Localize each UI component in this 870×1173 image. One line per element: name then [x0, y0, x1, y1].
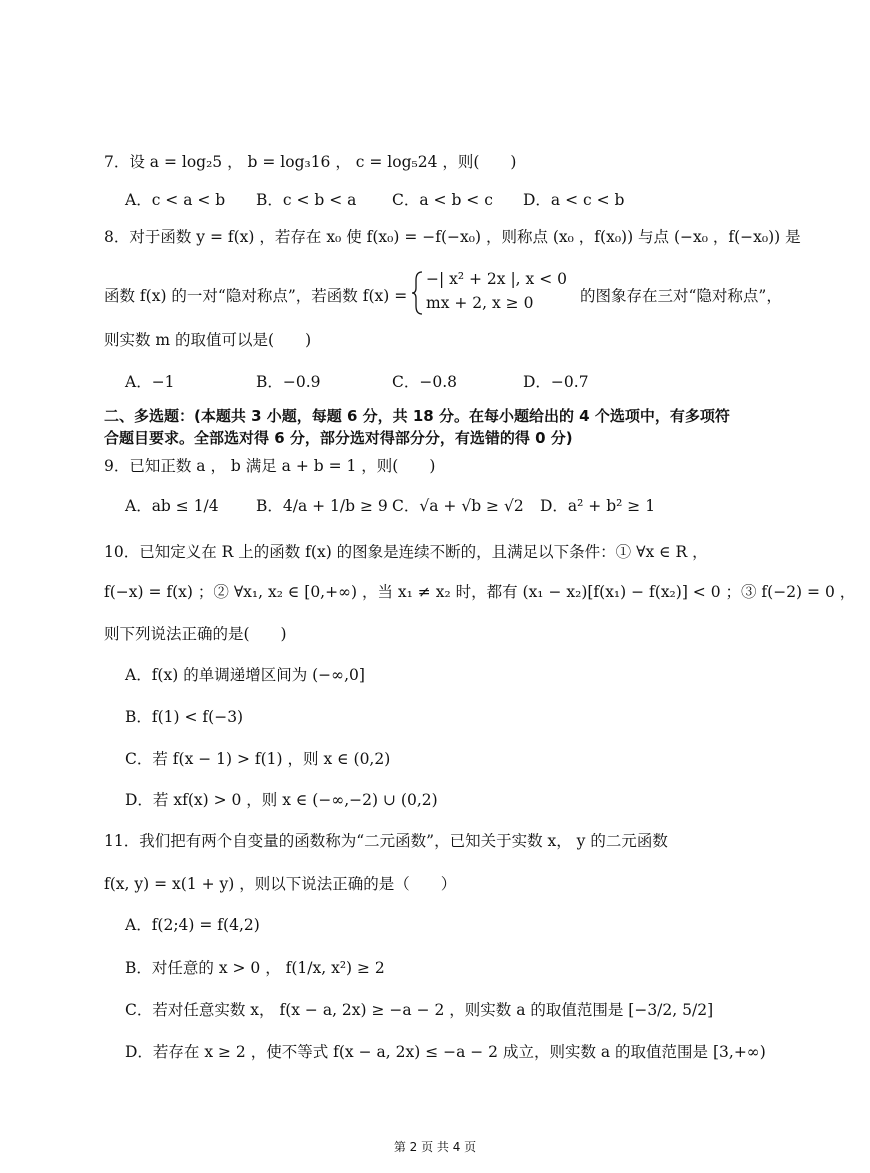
q9-option-c: C．√a + √b ≥ √2	[392, 497, 524, 515]
q9-stem: 9．已知正数 a ， b 满足 a + b = 1 ，则( )	[104, 457, 436, 475]
q7-stem: 7．设 a = log₂5 ， b = log₃16 ， c = log₅24 ，则( )	[104, 153, 517, 171]
q10-option-b: B．f(1) < f(−3)	[125, 708, 244, 726]
q8-option-d: D．−0.7	[523, 373, 589, 391]
q9-option-a: A．ab ≤ 1/4	[125, 497, 219, 515]
q7-option-b: B．c < b < a	[256, 191, 357, 209]
q9-option-d: D．a² + b² ≥ 1	[540, 497, 656, 515]
q10-line3: 则下列说法正确的是( )	[104, 625, 287, 643]
page-footer: 第 2 页 共 4 页	[393, 1140, 477, 1154]
q10-option-a: A．f(x) 的单调递增区间为 (−∞,0]	[125, 666, 365, 684]
q8-line1: 8．对于函数 y = f(x) ，若存在 x₀ 使 f(x₀) = −f(−x₀) ，则称点 (x₀ ，f(x₀)) 与点 (−x₀ ，f(−x₀)) 是	[104, 228, 801, 246]
section2-heading-2: 合题目要求。全部选对得 6 分，部分选对得部分分，有选错的得 0 分)	[104, 429, 573, 447]
q7-option-c: C．a < b < c	[392, 191, 493, 209]
q8-option-a: A．−1	[125, 373, 175, 391]
q7-option-d: D．a < c < b	[523, 191, 625, 209]
q8-option-b: B．−0.9	[256, 373, 321, 391]
q10-option-c: C．若 f(x − 1) > f(1) ，则 x ∈ (0,2)	[125, 750, 391, 768]
section2-heading-1: 二、多选题：(本题共 3 小题，每题 6 分，共 18 分。在每小题给出的 4 个选项中，有多项符	[104, 407, 730, 425]
q8-option-c: C．−0.8	[392, 373, 457, 391]
brace-icon	[410, 270, 424, 316]
q10-option-d: D．若 xf(x) > 0 ，则 x ∈ (−∞,−2) ∪ (0,2)	[125, 791, 438, 809]
q8-line2-pre: 函数 f(x) 的一对“隐对称点”，若函数 f(x) =	[104, 287, 408, 305]
q11-option-a: A．f(2;4) = f(4,2)	[125, 916, 260, 934]
q8-line2-post: 的图象存在三对“隐对称点”，	[580, 287, 782, 305]
q8-piece-2: mx + 2, x ≥ 0	[426, 294, 534, 312]
q11-line1: 11．我们把有两个自变量的函数称为“二元函数”，已知关于实数 x， y 的二元函数	[104, 832, 668, 850]
q8-line3: 则实数 m 的取值可以是( )	[104, 331, 312, 349]
q10-line2: f(−x) = f(x) ；② ∀x₁, x₂ ∈ [0,+∞) ，当 x₁ ≠ x₂ 时，都有 (x₁ − x₂)[f(x₁) − f(x₂)] < 0 ；③ f(−2) = 0 ，	[104, 583, 856, 601]
q11-option-d: D．若存在 x ≥ 2 ，使不等式 f(x − a, 2x) ≤ −a − 2 成立，则实数 a 的取值范围是 [3,+∞)	[125, 1043, 766, 1061]
q10-line1: 10．已知定义在 R 上的函数 f(x) 的图象是连续不断的，且满足以下条件：① ∀x ∈ R ，	[104, 543, 708, 561]
q11-option-b: B．对任意的 x > 0 ， f(1/x, x²) ≥ 2	[125, 959, 385, 977]
q8-piece-1: −| x² + 2x |, x < 0	[426, 270, 567, 288]
q9-option-b: B．4/a + 1/b ≥ 9	[256, 497, 388, 515]
q11-line2: f(x, y) = x(1 + y) ，则以下说法正确的是（ ）	[104, 875, 457, 893]
q11-option-c: C．若对任意实数 x， f(x − a, 2x) ≥ −a − 2 ，则实数 a 的取值范围是 [−3/2, 5/2]	[125, 1001, 714, 1019]
q7-option-a: A．c < a < b	[125, 191, 226, 209]
